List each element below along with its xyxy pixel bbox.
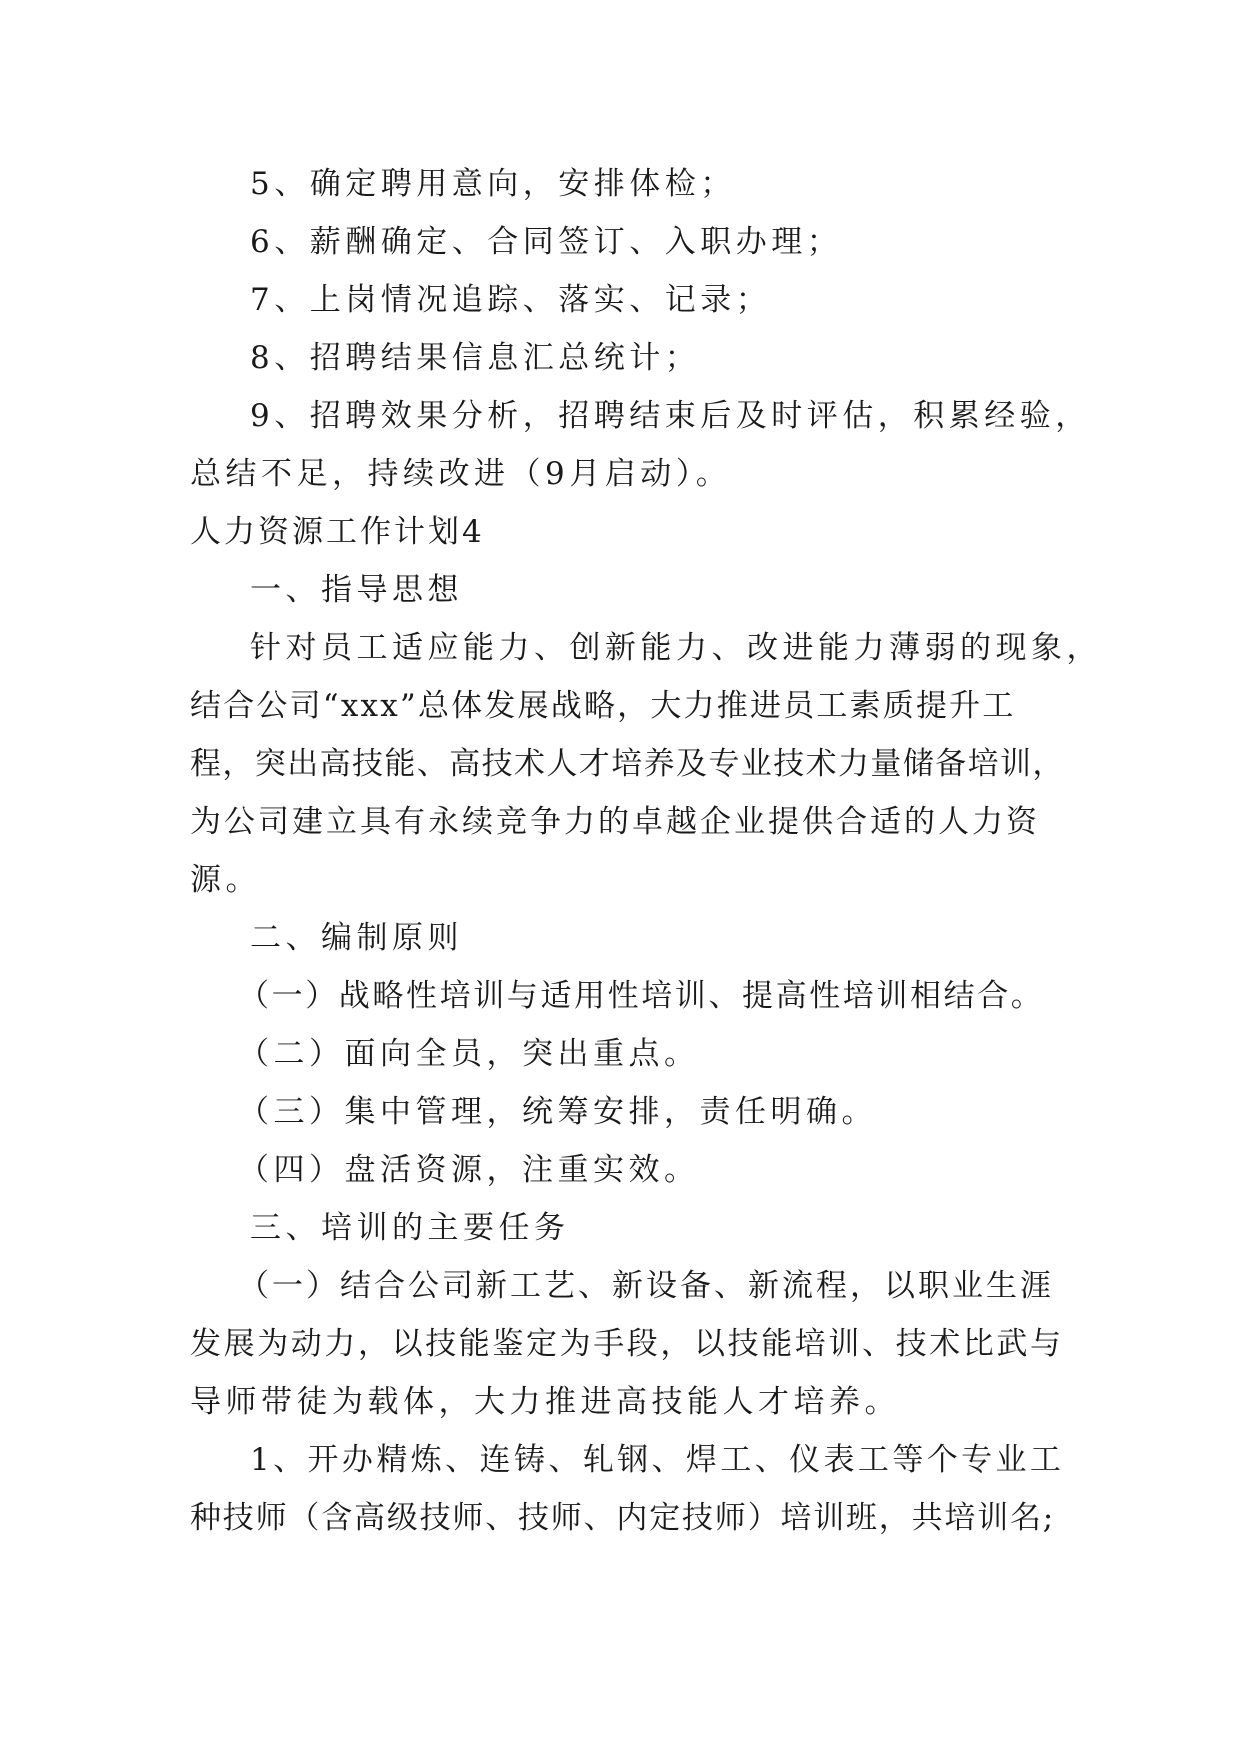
list-item-8: 8、招聘结果信息汇总统计； <box>250 340 701 376</box>
list-item-5: 5、确定聘用意向，安排体检； <box>250 166 736 202</box>
heading-main-tasks: 三、培训的主要任务 <box>250 1210 570 1246</box>
paragraph-line: 针对员工适应能力、创新能力、改进能力薄弱的现象， <box>250 630 1102 666</box>
list-item-7: 7、上岗情况追踪、落实、记录； <box>250 282 772 318</box>
heading-guiding-ideology: 一、指导思想 <box>250 572 463 608</box>
list-item-9-continued: 总结不足，持续改进（9月启动）。 <box>190 456 732 492</box>
principle-item-2: （二）面向全员，突出重点。 <box>238 1036 700 1072</box>
principle-item-3: （三）集中管理，统筹安排，责任明确。 <box>238 1094 877 1130</box>
heading-compilation-principles: 二、编制原则 <box>250 920 463 956</box>
paragraph-line: 结合公司“xxx”总体发展战略，大力推进员工素质提升工 <box>190 688 1016 724</box>
paragraph-line: 为公司建立具有永续竞争力的卓越企业提供合适的人力资 <box>190 804 1040 840</box>
task-item-1: （一）结合公司新工艺、新设备、新流程，以职业生涯 <box>238 1268 1054 1304</box>
list-item-6: 6、薪酬确定、合同签订、入职办理； <box>250 224 843 260</box>
paragraph-line: 导师带徒为载体，大力推进高技能人才培养。 <box>190 1384 900 1420</box>
paragraph-line: 源。 <box>190 862 261 898</box>
paragraph-line: 发展为动力，以技能鉴定为手段，以技能培训、技术比武与 <box>190 1326 1064 1362</box>
principle-item-1: （一）战略性培训与适用性培训、提高性培训相结合。 <box>238 978 1045 1014</box>
list-item-9: 9、招聘效果分析，招聘结束后及时评估，积累经验， <box>250 398 1091 434</box>
section-title: 人力资源工作计划4 <box>190 514 485 550</box>
paragraph-line: 程，突出高技能、高技术人才培养及专业技术力量储备培训， <box>190 746 1065 782</box>
document-body <box>190 155 1102 1547</box>
paragraph-line: 种技师（含高级技师、技师、内定技师）培训班，共培训名; <box>190 1500 1056 1536</box>
principle-item-4: （四）盘活资源，注重实效。 <box>238 1152 700 1188</box>
task-subitem-1: 1、开办精炼、连铸、轧钢、焊工、仪表工等个专业工 <box>250 1442 1065 1478</box>
